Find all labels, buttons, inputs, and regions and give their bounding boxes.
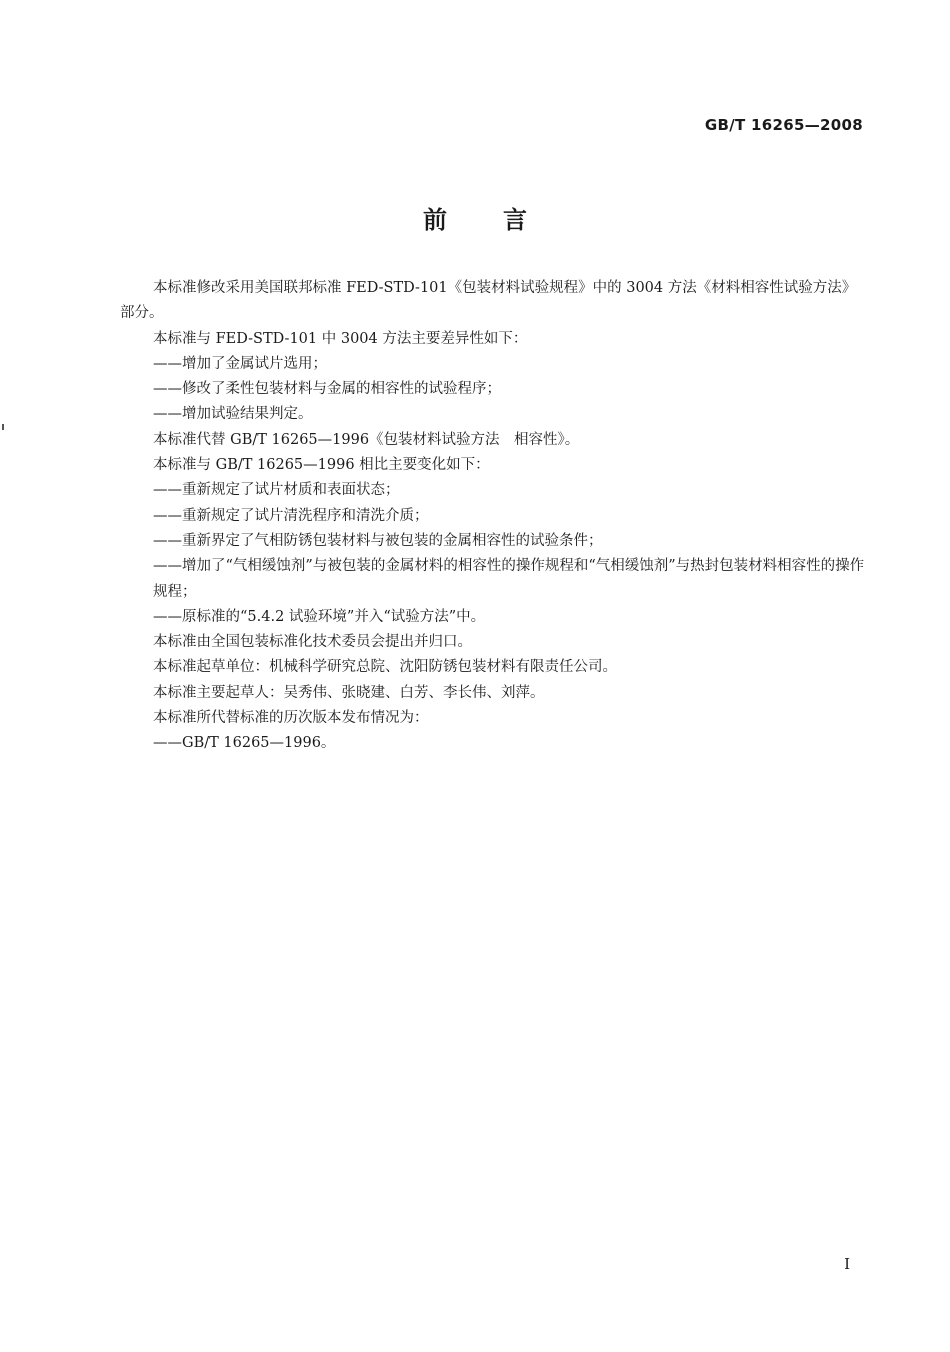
history-heading: 本标准所代替标准的历次版本发布情况为： [153,710,429,727]
difference-heading: 本标准与 FED-STD-101 中 3004 方法主要差异性如下： [153,330,528,347]
intro-paragraph: 本标准修改采用美国联邦标准 FED-STD-101《包装材料试验规程》中的 3004 方法《材料相容性试验方法》部分。 [120,280,857,322]
page-number: I [844,1255,850,1273]
replaces-paragraph: 本标准代替 GB/T 16265—1996《包装材料试验方法 相容性》。 [153,431,580,448]
changes-heading: 本标准与 GB/T 16265—1996 相比主要变化如下： [153,457,490,474]
list-item: ——重新规定了试片清洗程序和清洗介质； [153,507,429,524]
list-item: ——GB/T 16265—1996。 [153,735,336,752]
drafters-paragraph: 本标准主要起草人：吴秀伟、张晓建、白芳、李长伟、刘萍。 [153,684,545,701]
standard-code: GB/T 16265—2008 [704,116,863,134]
list-item: ——增加了金属试片选用； [153,355,327,372]
list-item: ——重新规定了试片材质和表面状态； [153,482,400,499]
list-item: ——增加试验结果判定。 [153,406,313,423]
proposer-paragraph: 本标准由全国包装标准化技术委员会提出并归口。 [153,634,472,651]
list-item: ——增加了“气相缓蚀剂”与被包装的金属材料的相容性的操作规程和“气相缓蚀剂”与热封包装材料相容性的操作规程； [153,558,865,600]
list-item: ——重新界定了气相防锈包装材料与被包装的金属相容性的试验条件； [153,532,603,549]
list-item: ——修改了柔性包装材料与金属的相容性的试验程序； [153,381,501,398]
margin-mark [2,424,4,430]
page-title: 前言 [423,206,583,234]
drafting-units-paragraph: 本标准起草单位：机械科学研究总院、沈阳防锈包装材料有限责任公司。 [153,659,617,676]
document-body [120,276,865,757]
list-item: ——原标准的“5.4.2 试验环境”并入“试验方法”中。 [153,608,486,625]
